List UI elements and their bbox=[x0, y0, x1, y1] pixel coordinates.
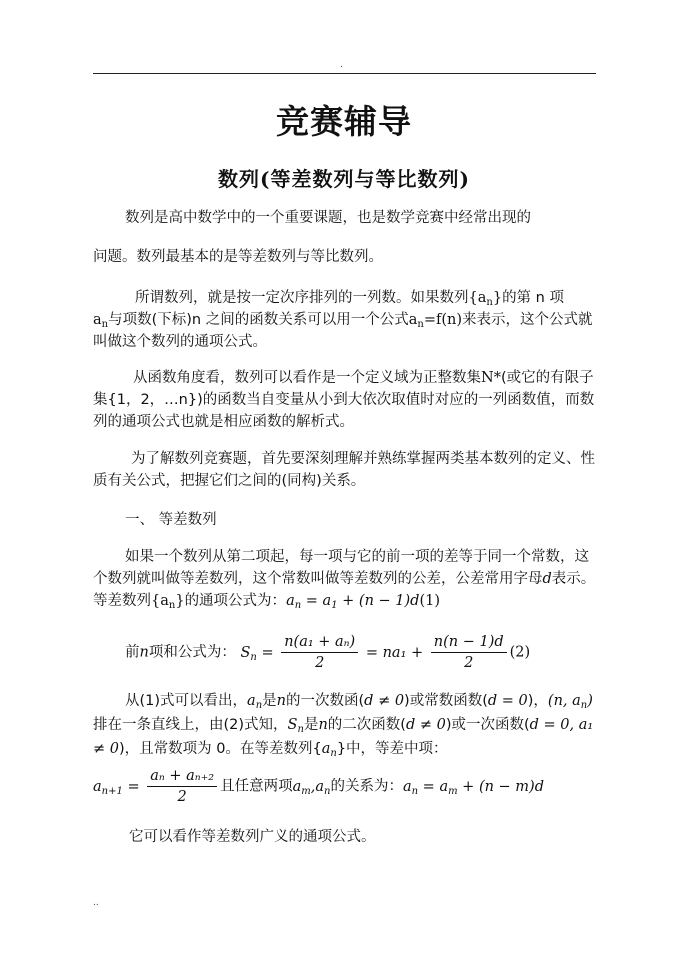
def-formula: $a_n=f(n)$ bbox=[408, 312, 463, 330]
arith-seq-symbol: $\{a_n\}$ bbox=[151, 593, 185, 611]
def-text-2: 的第 n 项 bbox=[502, 290, 564, 306]
page-title: 竞赛辅导 bbox=[276, 102, 412, 141]
intro-line-2: 问题。数列最基本的是等差数列与等比数列。 bbox=[93, 249, 383, 265]
middle-term-fraction: $\frac{\text{aₙ + aₙ₊₂}}{2}$ bbox=[147, 768, 217, 805]
sum-formula-line: 前n项和公式为： $S_n$ = $\frac{\text{n(a₁ + aₙ)}}{2}$ = na₁ + $\frac{n(n - 1)d}{2}$ (2) bbox=[125, 634, 531, 671]
middle-term-formula: $a_{n+1}$ = $\frac{\text{aₙ + aₙ₊₂}}{2}$ bbox=[93, 779, 220, 795]
section-heading-arithmetic bbox=[93, 509, 596, 531]
intro-line-1: 数列是高中数学中的一个重要课题，也是数学竞赛中经常出现的 bbox=[125, 210, 531, 226]
intro-paragraph bbox=[93, 207, 596, 229]
formula-tag-1: (1) bbox=[419, 593, 441, 609]
arith-text-2: 表示。 等差数列 bbox=[93, 571, 596, 609]
closing-paragraph bbox=[93, 826, 596, 848]
intro-paragraph-cont bbox=[93, 246, 596, 268]
arithmetic-paragraph bbox=[93, 546, 596, 612]
arith-text-3: 的通项公式为： bbox=[184, 593, 287, 609]
section-1-label: 一、 等差数列 bbox=[125, 512, 217, 528]
def-text-3: 与项数(下标)n 之间的函数关系可以用一个公式 bbox=[108, 312, 409, 328]
func-text-2: (或它的有限子集{1，2，…n})的函数当自变量从小到大依次取值时对应的一列函数值，而数列的通项公式也就是相应函数的解析式。 bbox=[93, 370, 595, 430]
general-term-formula: $a_n = a_1 + (n - 1)d$ bbox=[286, 593, 420, 611]
arith-text-1: 如果一个数列从第二项起，每一项与它的前一项的差等于同一个常数，这个数列就叫做等差数列，这个常数叫做等差数列的公差，公差常用字母 bbox=[93, 549, 589, 587]
purpose-text: 为了解数列竞赛题，首先要深刻理解并熟练掌握两类基本数列的定义、性质有关公式，把握它们之间的(同构)关系。 bbox=[93, 451, 595, 489]
footer-mark: .. bbox=[93, 898, 99, 908]
arith-d-symbol: d bbox=[542, 571, 552, 587]
page-subtitle: 数列(等差数列与等比数列) bbox=[218, 167, 470, 191]
def-seq-symbol: $\{a_n\}$ bbox=[468, 290, 503, 308]
header-rule bbox=[93, 73, 596, 74]
purpose-paragraph bbox=[93, 448, 596, 492]
any-two-terms-formula: $a_n = a_m + (n - m)d$ bbox=[402, 778, 544, 797]
function-paragraph bbox=[93, 367, 596, 433]
def-an-symbol: $a_n$ bbox=[93, 312, 109, 330]
definition-paragraph bbox=[93, 287, 596, 353]
formula-tag-2: (2) bbox=[509, 644, 531, 661]
sum-fraction-2: $\frac{n(n - 1)d}{2}$ bbox=[431, 634, 507, 671]
sum-fraction-1: $\frac{\text{n(a₁ + aₙ)}}{2}$ bbox=[281, 634, 358, 671]
closing-text: 它可以看作等差数列广义的通项公式。 bbox=[129, 829, 376, 845]
func-text-1: 从函数角度看，数列可以看作是一个定义域为正整数集 bbox=[133, 370, 481, 386]
sum-formula: $S_n$ = $\frac{\text{n(a₁ + aₙ)}}{2}$ = na₁ + $\frac{n(n - 1)d}{2}$ bbox=[240, 645, 509, 661]
properties-paragraph: 从(1)式可以看出，$a_n$是n的一次数函(d ≠ 0)或常数函数(d = 0)，(n, $a_n$)排在一条直线上，由(2)式知，$S_n$是n的二次函数(d ≠ 0)或一次函数(d = 0, a₁ ≠ 0)，且常数项为 0。在等差数列$\{a_n\}$中，等差中项： bbox=[93, 693, 594, 759]
func-nstar: N* bbox=[481, 370, 501, 386]
def-text-1: 所谓数列，就是按一定次序排列的一列数。如果数列 bbox=[135, 290, 469, 306]
def-text-4: 来表示，这个公式就叫做这个数列的通项公式。 bbox=[93, 312, 593, 350]
middle-term-line: $a_{n+1}$ = $\frac{\text{aₙ + aₙ₊₂}}{2}$ 且任意两项$a_m,a_n$的关系为：$a_n = a_m + (n - m)d$ bbox=[93, 768, 544, 805]
header-mark: . bbox=[340, 60, 343, 70]
